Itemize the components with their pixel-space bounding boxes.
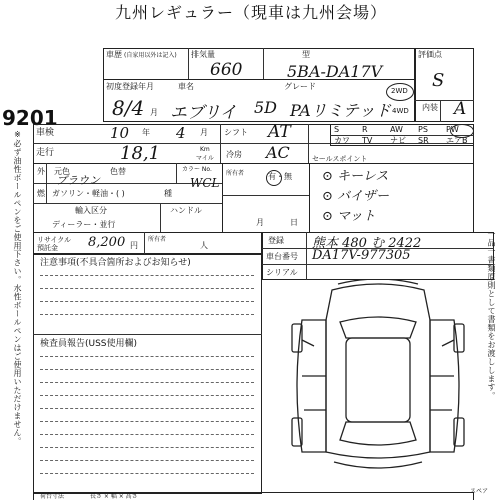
inspector-label: 検査員報告(USS使用欄): [40, 339, 138, 349]
divider: [414, 100, 474, 101]
drive-2wd: 2WD: [391, 87, 408, 95]
owner-opts: 有・無: [268, 172, 292, 181]
color-value: ブラウン: [56, 174, 100, 187]
first-reg-label: 初度登録年月: [106, 82, 154, 91]
aircon-label: 冷房: [226, 150, 242, 159]
right-vertical-note: 一品一書類原則として書類をお渡しします。: [487, 230, 496, 400]
fuel-label: 燃: [37, 189, 45, 198]
owner-label: 所有者: [226, 170, 245, 177]
equipment-code: ナビ: [390, 136, 406, 145]
note-line: [40, 288, 254, 289]
footer-dims: 長さ × 幅 × 高さ: [90, 493, 138, 500]
note-line: [40, 314, 254, 315]
color-no-value: WCL: [190, 176, 220, 190]
reg-label: 登録: [268, 236, 284, 245]
interior-label: 内装: [422, 103, 438, 112]
shift-label: シフト: [224, 128, 248, 137]
mileage-label: 走行: [36, 148, 55, 158]
note-line: [40, 473, 254, 474]
caution-label: 注意事項(不具合箇所およびお知らせ): [40, 258, 191, 268]
owner-month: 月: [256, 218, 264, 227]
owner-date: 日: [290, 218, 298, 227]
divider: [262, 264, 494, 265]
divider: [308, 124, 309, 164]
equipment-code: TV: [362, 136, 373, 145]
paint-label: 色替: [110, 167, 126, 176]
divider: [160, 203, 161, 233]
recycle-owner-value: 人: [200, 241, 208, 250]
car-name-value: エブリイ: [170, 103, 237, 123]
divider: [220, 124, 221, 164]
equipment-code: PW: [446, 125, 459, 134]
aircon-value: AC: [266, 143, 290, 162]
sales-point-item: ⊙ マット: [322, 209, 376, 224]
inspection-month: 4: [176, 124, 186, 142]
sales-point-label: セールスポイント: [312, 155, 368, 163]
inspection-year: 10: [110, 124, 130, 142]
equipment-code: R: [362, 125, 368, 134]
grade-label: グレード: [284, 82, 316, 91]
divider: [144, 232, 145, 254]
divider: [33, 203, 223, 204]
model-code-value: 5BA-DA17V: [287, 62, 383, 81]
displacement-label: 排気量: [191, 50, 215, 59]
equipment-code: S: [334, 125, 340, 134]
doors-value: 5D: [254, 98, 278, 117]
divider: [33, 334, 262, 335]
steering-label: ハンドル: [170, 206, 202, 215]
eval-score: S: [432, 70, 445, 91]
eval-label: 評価点: [418, 50, 442, 59]
note-line: [40, 275, 254, 276]
equipment-code: カワ: [334, 136, 350, 145]
note-line: [40, 369, 254, 370]
divider: [188, 48, 189, 80]
month-unit: 月: [150, 108, 158, 117]
recycle-amount: 8,200: [88, 235, 126, 250]
spare-label: スペア: [470, 488, 489, 495]
divider: [263, 48, 264, 80]
equipment-code: PS: [418, 125, 428, 134]
inspection-label: 車検: [36, 128, 55, 138]
interior-score: A: [454, 99, 467, 119]
footer-label: 荷台寸法: [40, 493, 65, 500]
note-line: [40, 382, 254, 383]
displacement-value: 660: [210, 60, 243, 80]
import-value: ディーラー・並行: [52, 220, 116, 229]
reg-value: 熊本 480 む 2422: [312, 236, 422, 251]
lot-number: 9201: [2, 106, 58, 130]
car-name-label: 車名: [178, 82, 194, 91]
note-line: [40, 356, 254, 357]
year-unit: 年: [142, 128, 150, 137]
type-label: 種: [164, 189, 172, 198]
divider: [176, 163, 177, 183]
first-reg-value: 8/4: [112, 96, 145, 120]
serial-label: シリアル: [266, 268, 298, 277]
recycle-label: リサイクル預託金: [37, 236, 72, 252]
mileage-value: 18,1: [120, 143, 161, 164]
mile-unit: マイル: [196, 155, 214, 162]
note-line: [40, 447, 254, 448]
drive-2wd-circle: [386, 83, 414, 101]
note-line: [40, 408, 254, 409]
note-line: [40, 395, 254, 396]
recycle-owner-label: 所有者: [148, 236, 167, 243]
model-label: 型: [302, 50, 310, 59]
grade-value: PAリミテッド: [290, 101, 391, 120]
divider: [440, 100, 441, 122]
chassis-label: 車台番号: [266, 252, 298, 261]
drive-4wd: 4WD: [392, 107, 409, 115]
import-label: 輸入区分: [75, 206, 107, 215]
km-unit: Km: [200, 146, 210, 153]
recycle-yen: 円: [130, 241, 138, 250]
history-label: 車歴: [106, 50, 122, 59]
note-line: [40, 421, 254, 422]
color-label: 外: [37, 167, 45, 176]
divider: [222, 195, 310, 196]
divider: [306, 232, 307, 280]
chassis-value: DA17V-977305: [312, 248, 411, 263]
orig-color-label: 元色: [54, 167, 70, 176]
equipment-code: エアB: [446, 136, 468, 145]
fuel-value: ガソリン・軽油・( ): [52, 189, 125, 198]
history-sublabel: (自家用以外は記入): [124, 52, 177, 59]
shift-value: AT: [268, 122, 291, 142]
doc-title: 九州レギュラー（現車は九州会場）: [115, 3, 388, 22]
note-line: [40, 301, 254, 302]
equipment-code: AW: [390, 125, 403, 134]
color-no-label: カラー No.: [182, 166, 212, 173]
car-diagram: [262, 280, 494, 495]
sales-point-item: ⊙ キーレス: [322, 169, 389, 184]
equipment-code: SR: [418, 136, 429, 145]
pw-circle: [450, 124, 474, 138]
note-line: [40, 460, 254, 461]
owner-circle: [266, 170, 282, 186]
left-vertical-note: ※必ず油性ボールペンをご使用下さい。水性ボールペンはご使用いただけません。: [13, 130, 22, 446]
sales-point-item: ⊙ バイザー: [322, 189, 390, 204]
note-line: [40, 434, 254, 435]
month-unit-2: 月: [200, 128, 208, 137]
notes-frame: [33, 254, 262, 494]
